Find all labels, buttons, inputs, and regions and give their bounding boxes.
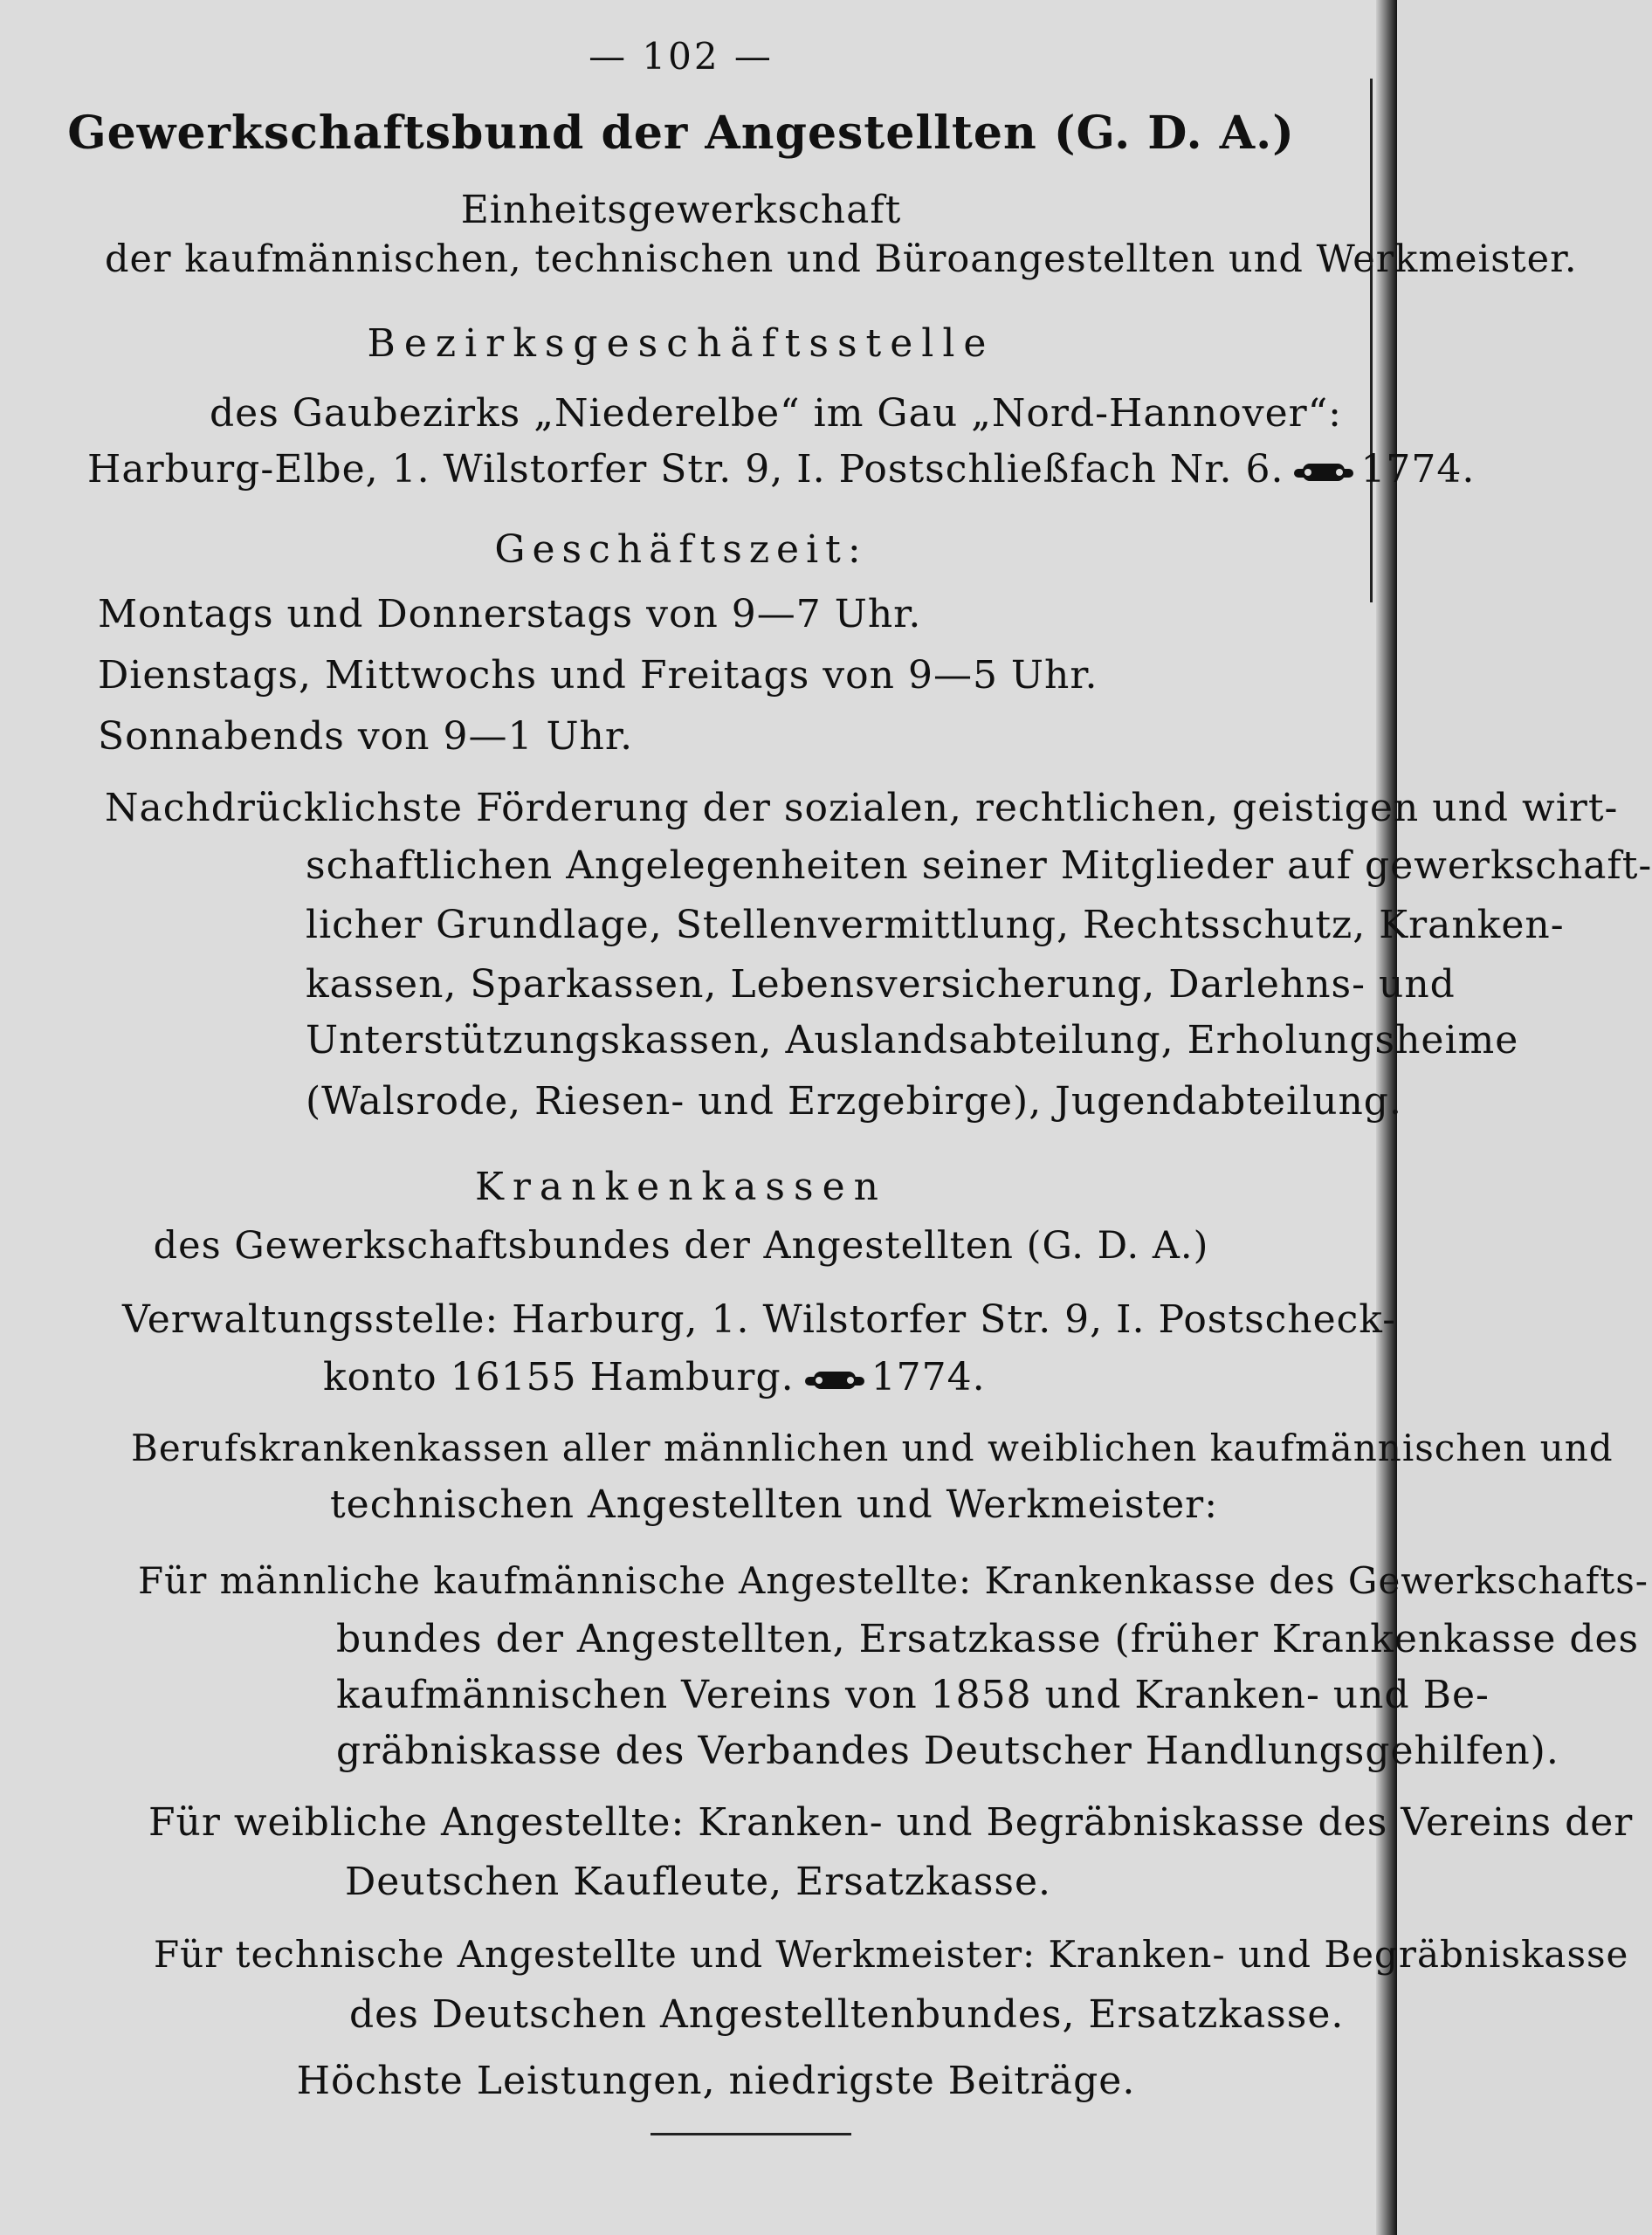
hours-line-1: Montags und Donnerstags von 9—7 Uhr.	[98, 592, 922, 636]
male-line-1: Für männliche kaufmännische Angestellte: Krankenkasse des Gewerkschafts-	[138, 1559, 1649, 1602]
female-line-1: Für weibliche Angestellte: Kranken- und Begräbniskasse des Vereins der	[148, 1800, 1634, 1845]
page-number: — 102 —	[589, 35, 774, 78]
admin-line-2: konto 16155 Hamburg.	[323, 1355, 795, 1399]
health-funds-subheading: des Gewerkschaftsbundes der Angestellten (G. D. A.)	[153, 1224, 1209, 1268]
telephone-icon	[1292, 460, 1355, 485]
closing-line: Höchste Leistungen, niedrigste Beiträge.	[296, 2059, 1136, 2103]
office-address: Harburg-Elbe, 1. Wilstorfer Str. 9, I. Postschließfach Nr. 6.	[87, 447, 1284, 492]
subtitle-1: Einheitsgewerkschaft	[460, 188, 902, 232]
aims-line-4: kassen, Sparkassen, Lebensversicherung, Darlehns- und	[306, 962, 1456, 1007]
male-line-4: gräbniskasse des Verbandes Deutscher Handlungsgehilfen).	[336, 1729, 1559, 1773]
subtitle-2: der kaufmännischen, technischen und Büroangestellten und Werkmeister.	[105, 237, 1578, 281]
admin-line-1: Verwaltungsstelle: Harburg, 1. Wilstorfer Str. 9, I. Postscheck-	[122, 1297, 1397, 1342]
hours-heading: Geschäftszeit:	[494, 527, 868, 572]
aims-line-6: (Walsrode, Riesen- und Erzgebirge), Jugendabteilung.	[306, 1079, 1402, 1124]
admin-phone: 1774.	[871, 1355, 986, 1399]
telephone-icon	[803, 1368, 866, 1393]
technical-line-2: des Deutschen Angestelltenbundes, Ersatzkasse.	[349, 1992, 1345, 2037]
aims-line-1: Nachdrücklichste Förderung der sozialen, rechtlichen, geistigen und wirt-	[105, 786, 1619, 830]
aims-line-2: schaftlichen Angelegenheiten seiner Mitglieder auf gewerkschaft-	[306, 843, 1652, 888]
aims-line-3: licher Grundlage, Stellenvermittlung, Rechtsschutz, Kranken-	[306, 903, 1565, 947]
male-line-3: kaufmännischen Vereins von 1858 und Kranken- und Be-	[336, 1673, 1490, 1717]
intro-line-2: technischen Angestellten und Werkmeister:	[330, 1482, 1219, 1527]
female-line-2: Deutschen Kaufleute, Ersatzkasse.	[345, 1860, 1052, 1904]
office-district: des Gaubezirks „Niederelbe“ im Gau „Nord-Hannover“:	[210, 391, 1343, 436]
office-address-line	[87, 447, 1475, 492]
admin-line-2-wrap	[323, 1355, 986, 1399]
male-line-2: bundes der Angestellten, Ersatzkasse (früher Krankenkasse des	[336, 1617, 1640, 1661]
page-edge-line	[1370, 79, 1373, 602]
hours-line-3: Sonnabends von 9—1 Uhr.	[98, 714, 634, 759]
office-phone: 1774.	[1360, 447, 1476, 492]
closing-rule	[650, 2133, 851, 2135]
health-funds-heading: Krankenkassen	[475, 1165, 887, 1209]
hours-line-2: Dienstags, Mittwochs und Freitags von 9—5 Uhr.	[98, 653, 1098, 698]
aims-line-5: Unterstützungskassen, Auslandsabteilung, Erholungsheime	[306, 1018, 1519, 1062]
intro-line-1: Berufskrankenkassen aller männlichen und weiblichen kaufmännischen und	[131, 1427, 1614, 1469]
technical-line-1: Für technische Angestellte und Werkmeister: Kranken- und Begräbniskasse	[154, 1933, 1629, 1976]
page-title: Gewerkschaftsbund der Angestellten (G. D. A.)	[67, 107, 1295, 160]
office-heading: Bezirksgeschäftsstelle	[367, 321, 995, 366]
